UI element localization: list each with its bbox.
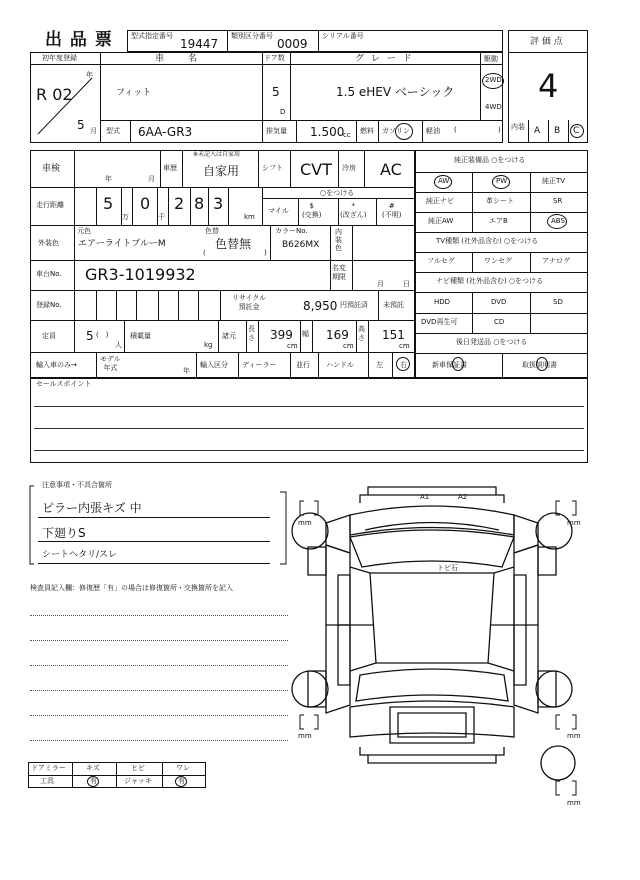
- grade-label: グ レ ー ド: [355, 54, 414, 64]
- displacement-label: 排気量: [266, 127, 287, 135]
- mileage-unit-sen: 千: [158, 213, 165, 221]
- recycle-label: リサイクル 預託金: [232, 294, 267, 311]
- model-year-label: モデル 年式: [100, 355, 121, 372]
- ac-value: AC: [380, 160, 402, 179]
- import-label: 輸入車のみ→: [36, 361, 77, 369]
- legend-tools: 工具: [40, 777, 54, 785]
- note-item-2: 下廻りS: [42, 526, 86, 540]
- mileage-opt-unknown: # (不明): [382, 202, 402, 219]
- mileage-unit-man: 万: [122, 213, 129, 221]
- category-value: 0009: [277, 37, 308, 51]
- mileage-label: 走行距離: [36, 201, 64, 209]
- capacity-label: 定員: [42, 332, 56, 340]
- navi-title: ナビ種類 (社外品含む) ○をつける: [436, 277, 544, 285]
- model-designation-label: 型式指定番号: [131, 32, 173, 40]
- equip-airbag: エアB: [489, 217, 508, 225]
- spare-tire: [538, 743, 578, 783]
- details-block: [30, 150, 415, 378]
- tv-fullseg: フルセグ: [427, 257, 455, 265]
- model-year-unit: 年: [183, 367, 190, 375]
- later-title: 後日発送品 ○をつける: [456, 338, 528, 346]
- mileage-opt-mile: マイル: [268, 207, 289, 215]
- mileage-digit-5: 3: [213, 194, 224, 213]
- legend-jack-circle: [175, 776, 187, 787]
- light-oil-label: 軽油: [426, 127, 440, 135]
- mm-label-rr: mm: [567, 732, 581, 740]
- length-unit: cm: [287, 342, 298, 350]
- color-code-label: カラーNo.: [275, 227, 308, 235]
- navi-dvd: DVD: [491, 298, 507, 306]
- name-change-month: 月: [377, 280, 384, 288]
- name-change-label: 名変期限: [332, 264, 346, 281]
- equip-leather: 革シート: [486, 197, 514, 205]
- legend-jack: ジャッキ: [124, 777, 152, 785]
- serial-label: シリアル番号: [322, 32, 364, 40]
- interior-grade-b: B: [554, 126, 561, 136]
- history-value: 自家用: [203, 164, 240, 178]
- recycle-amount: 8,950: [303, 299, 338, 313]
- car-name-label: 車 名: [155, 54, 200, 64]
- model-type-label: 型式: [106, 127, 120, 135]
- diagram-label-chip: トビ石: [437, 564, 458, 572]
- equipment-title: 純正装備品 ○をつける: [454, 156, 526, 164]
- displacement-unit: cc: [343, 131, 351, 139]
- equip-aw: AW: [438, 177, 450, 185]
- grade-points-value: 4: [538, 67, 559, 105]
- width-value: 169: [326, 328, 349, 342]
- inspection-month-unit: 月: [148, 175, 155, 183]
- later-warranty-circle: [452, 357, 464, 371]
- mm-label-fr: mm: [567, 519, 581, 527]
- shift-value: CVT: [300, 160, 332, 179]
- height-label: 高さ: [358, 325, 365, 342]
- year-unit: 年: [86, 71, 93, 79]
- form-title: 出 品 票: [45, 30, 113, 50]
- model-type: 6AA-GR3: [138, 125, 193, 139]
- length-label: 長さ: [248, 325, 255, 342]
- interior-label: 内装: [511, 123, 525, 131]
- interior-grade-a: A: [534, 126, 541, 136]
- mileage-opt-tamper: * (改ざん): [340, 202, 367, 219]
- original-color: エアーライトブルーM: [78, 239, 166, 249]
- navi-hdd: HDD: [434, 298, 451, 306]
- exterior-label: 外装色: [38, 239, 59, 247]
- dealer-label: ディーラー: [242, 361, 277, 369]
- color-change-label: 色替: [205, 227, 219, 235]
- load-unit: kg: [204, 341, 213, 349]
- later-warranty: 新車保証書: [432, 361, 467, 369]
- tv-analog: アナログ: [542, 257, 570, 265]
- first-reg-month: 5: [77, 118, 85, 132]
- mm-label-rl: mm: [298, 732, 312, 740]
- mileage-digit-1: 5: [103, 194, 114, 213]
- equip-abs: ABS: [551, 217, 565, 225]
- chassis-value: GR3-1019932: [85, 265, 196, 284]
- right-circle: [396, 357, 410, 371]
- drive-2wd: 2WD: [485, 76, 502, 84]
- sales-points-label: セールスポイント: [36, 380, 92, 388]
- mileage-unit-km: km: [244, 213, 255, 221]
- width-unit: cm: [343, 342, 354, 350]
- dimensions-label: 諸元: [222, 332, 236, 340]
- mileage-digit-3: 2: [174, 194, 185, 213]
- right-label: 右: [400, 361, 407, 369]
- note-item-3: シートヘタリ/スレ: [42, 550, 118, 560]
- legend-tools-value: 有: [90, 777, 97, 785]
- mileage-digit-4: 8: [194, 194, 205, 213]
- original-color-label: 元色: [77, 227, 91, 235]
- width-label: 幅: [302, 330, 309, 338]
- equip-aw-circle: [434, 175, 452, 189]
- drive-4wd: 4WD: [485, 103, 502, 111]
- color-change-value: 色替無: [215, 237, 252, 251]
- notes-title: 注意事項・不具合箇所: [42, 481, 112, 489]
- recycle-unpaid: 未預託: [383, 301, 404, 309]
- diagram-label-a1: A1: [420, 493, 430, 501]
- equip-sr: SR: [553, 197, 563, 205]
- grade-value: 1.5 eHEV ベーシック: [336, 85, 455, 99]
- left-label: 左: [376, 361, 383, 369]
- chassis-label: 車台No.: [36, 270, 62, 278]
- doors-type: D: [280, 108, 286, 116]
- mm-label-spare: mm: [567, 799, 581, 807]
- legend-tools-circle: [87, 776, 99, 787]
- category-label: 類別区分番号: [231, 32, 273, 40]
- diagram-label-a2: A2: [458, 493, 468, 501]
- doors-label: ドア数: [264, 54, 285, 62]
- legend-crack: ヒビ: [131, 764, 145, 772]
- parallel-label: 並行: [296, 361, 310, 369]
- drive-label: 駆動: [484, 55, 498, 63]
- equip-pw-circle: [492, 175, 510, 189]
- navi-dvd-play: DVD再生可: [421, 318, 458, 326]
- fuel-circle: [395, 123, 413, 140]
- height-value: 151: [382, 328, 405, 342]
- doors-value: 5: [272, 85, 280, 99]
- equip-genuine-aw: 純正AW: [428, 217, 454, 225]
- inspection-label: 車検: [42, 164, 61, 174]
- shift-label: シフト: [262, 164, 283, 172]
- legend-break: ワレ: [176, 764, 190, 772]
- interior-circle: [570, 124, 584, 138]
- navi-sd: SD: [553, 298, 563, 306]
- month-unit: 月: [90, 127, 97, 135]
- history-label: 車歴: [163, 164, 177, 172]
- handle-label: ハンドル: [326, 361, 354, 369]
- grade-points-label: 評 価 点: [530, 37, 563, 47]
- tv-oneseg: ワンセグ: [484, 257, 512, 265]
- reg-no-label: 登録No.: [36, 301, 62, 309]
- capacity-unit: 人: [115, 341, 122, 349]
- height-unit: cm: [399, 342, 410, 350]
- history-note: ※未記入は自家用: [193, 151, 241, 158]
- load-label: 積載量: [130, 332, 151, 340]
- interior-grade-c: C: [573, 126, 580, 136]
- equip-pw: PW: [496, 177, 508, 185]
- legend-mirror: ドアミラー: [31, 764, 66, 772]
- capacity-value: 5: [86, 329, 94, 343]
- ac-label: 冷房: [342, 164, 356, 172]
- inspector-title: 検査員記入欄：修復歴「有」の場合は修復箇所・交換箇所を記入: [30, 584, 233, 592]
- interior-color-label: 内装色: [335, 228, 342, 252]
- car-name: フィット: [116, 88, 152, 98]
- navi-cd: CD: [494, 318, 505, 326]
- tv-title: TV種類 (社外品含む) ○をつける: [436, 237, 539, 245]
- model-designation-value: 19447: [180, 37, 219, 51]
- length-value: 399: [270, 328, 293, 342]
- legend-jack-value: 有: [178, 777, 185, 785]
- equip-tv: 純正TV: [542, 177, 566, 185]
- recycle-unit: 円預託済: [340, 301, 368, 309]
- first-reg-label: 初年度登録: [42, 54, 77, 62]
- note-item-1: ピラー内張キズ 中: [42, 501, 142, 515]
- first-reg-era: R 02: [36, 85, 73, 104]
- mm-label-fl: mm: [298, 519, 312, 527]
- import-type-label: 輸入区分: [200, 361, 228, 369]
- equip-abs-circle: [547, 214, 567, 229]
- fuel-value: ガソリン: [382, 127, 410, 135]
- displacement-value: 1.500: [310, 125, 345, 139]
- later-manual: 取扱説明書: [522, 361, 557, 369]
- mileage-digit-2: 0: [140, 194, 151, 213]
- legend-scratch: キズ: [86, 764, 100, 772]
- equip-navi: 純正ナビ: [426, 197, 454, 205]
- later-manual-circle: [536, 357, 548, 371]
- color-code: B626MX: [282, 240, 320, 250]
- inspection-year-unit: 年: [105, 175, 112, 183]
- mileage-opt-exchange: $ (交換): [302, 202, 322, 219]
- mileage-circle-note: ○をつける: [320, 189, 355, 197]
- fuel-label: 燃料: [360, 127, 374, 135]
